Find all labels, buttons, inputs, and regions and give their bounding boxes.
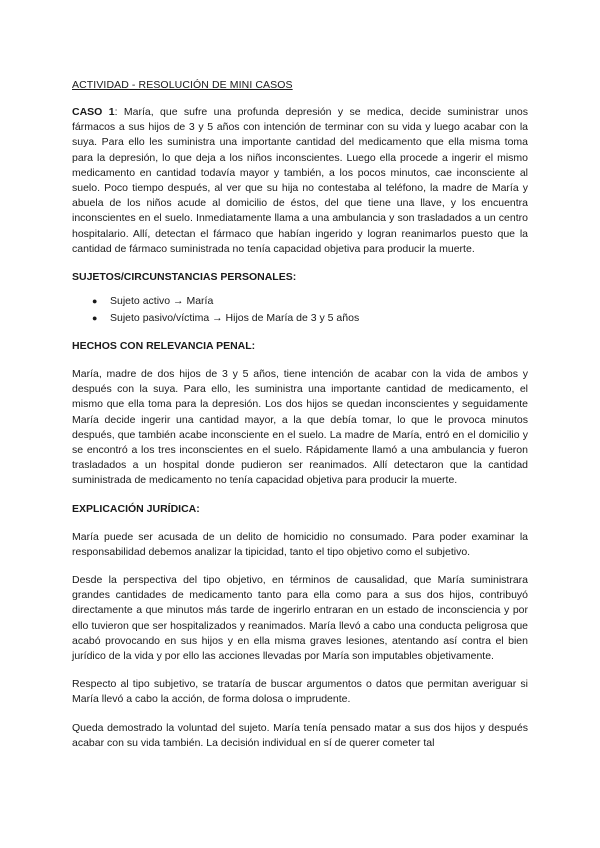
legal-paragraph-1: María puede ser acusada de un delito de homicidio no consumado. Para poder examinar la responsabilidad debemos analizar la tipicidad, tanto el tipo objetivo como el subjetivo. xyxy=(72,530,528,558)
legal-heading: EXPLICACIÓN JURÍDICA: xyxy=(72,502,200,515)
legal-paragraph-3: Respecto al tipo subjetivo, se trataría de buscar argumentos o datos que permitan averiguar si María llevó a cabo la acción, de forma dolosa o imprudente. xyxy=(72,678,528,706)
subject-passive: Sujeto pasivo/víctima → Hijos de María de 3 y 5 años xyxy=(110,311,360,324)
facts-heading: HECHOS CON RELEVANCIA PENAL: xyxy=(72,340,256,353)
document-title: ACTIVIDAD - RESOLUCIÓN DE MINI CASOS xyxy=(72,79,293,91)
subjects-list xyxy=(72,293,528,326)
case-label: CASO 1 xyxy=(72,106,115,118)
case-paragraph xyxy=(72,105,528,257)
legal-paragraph-2: Desde la perspectiva del tipo objetivo, en términos de causalidad, que María suministrara grandes cantidades de medicamento tanto para ella como para a sus dos hijos, contribuyó directamente a que minutos más tarde de ingerirlo entraran en un estado de inconsciencia y por ello tuvieron que ser hospitalizados y reanimados. María llevó a cabo una conducta peligrosa que acabó provocando en sus hijos y en ella misma graves lesiones, atentando así contra el bien jurídico de la vida y por ello las acciones llevadas por María son imputables objetivamente. xyxy=(72,574,528,663)
subjects-heading: SUJETOS/CIRCUNSTANCIAS PERSONALES: xyxy=(72,271,297,284)
case-text: : María, que sufre una profunda depresión y se medica, decide suministrar unos fármacos a sus hijos de 3 y 5 años con intención de terminar con su vida y luego acabar con la suya. Para ello les suministra una importante cantidad del medicamento que ella misma toma para la depresión, lo que deja a los niños inconscientes. Luego ella procede a ingerir el mismo medicamento en cantidad todavía mayor y también, a los pocos minutos, cae inconsciente al suelo. Poco tiempo después, al ver que su hija no contestaba al teléfono, la madre de María y abuela de los niños acude al domicilio de éstos, del que tiene una llave, y los encuentra inconscientes en el suelo. Inmediatamente llama a una ambulancia y son trasladados a un centro hospitalario. Allí, detectan el fármaco que habían ingerido y logran reanimarlos puesto que la cantidad de fármaco suministrada no tenía capacidad objetiva para producir la muerte. xyxy=(72,106,529,255)
list-item xyxy=(92,310,528,327)
subject-active: Sujeto activo → María xyxy=(110,295,214,308)
list-item xyxy=(92,293,528,310)
bullet-icon: ● xyxy=(92,296,98,307)
bullet-icon: ● xyxy=(92,312,98,323)
facts-paragraph: María, madre de dos hijos de 3 y 5 años, tiene intención de acabar con la vida de ambos y después con la suya. Para ello, les suministra una importante cantidad de medicamento, el mismo que ella toma para la depresión. Los dos hijos se quedan inconscientes y seguidamente María decide ingerir una cantidad mayor, a la que debía tomar, lo que le provoca minutos después, que también acabe inconsciente en el suelo. La madre de María, entró en el domicilio y se encontró a los tres inconscientes en el suelo. Rápidamente llamó a una ambulancia y fueron trasladados a un hospital donde pudieron ser reanimados. Allí detectaron que la cantidad suministrada de medicamento no tenía capacidad objetiva para producir la muerte. xyxy=(72,368,528,487)
document-page xyxy=(72,78,528,751)
legal-paragraph-4: Queda demostrado la voluntad del sujeto. María tenía pensado matar a sus dos hijos y después acabar con su vida también. La decisión individual en sí de querer cometer tal xyxy=(72,721,528,749)
